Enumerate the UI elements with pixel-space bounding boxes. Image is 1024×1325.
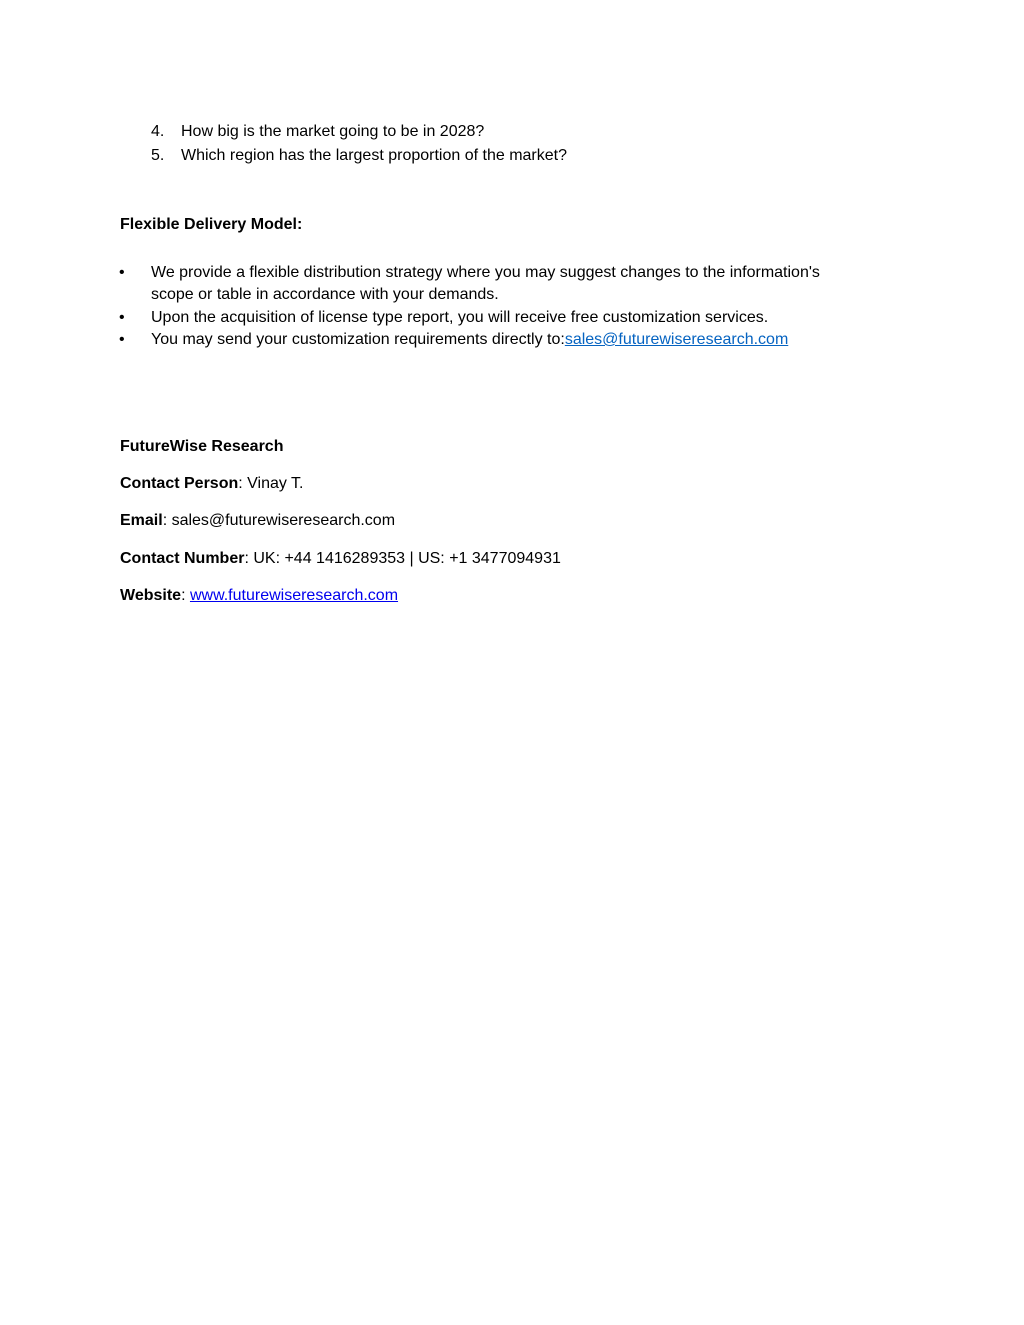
question-5-text: Which region has the largest proportion of the market? — [181, 147, 567, 164]
contact-number-line — [120, 548, 561, 570]
website-line — [120, 585, 398, 607]
delivery-item-1-line1: We provide a flexible distribution strategy where you may suggest changes to the information's — [151, 264, 820, 281]
website-link[interactable]: www.futurewiseresearch.com — [189, 587, 399, 604]
contact-number-value: : UK: +44 1416289353 | US: +1 3477094931 — [244, 550, 561, 567]
email-line — [120, 510, 395, 532]
bullet-1: • — [119, 264, 125, 281]
bullet-3: • — [119, 331, 125, 348]
question-number-5: 5. — [151, 147, 165, 164]
company-name: FutureWise Research — [120, 438, 284, 455]
delivery-heading: Flexible Delivery Model: — [120, 216, 303, 233]
delivery-item-3 — [151, 329, 788, 351]
email-value: : sales@futurewiseresearch.com — [162, 512, 396, 529]
bullet-2: • — [119, 309, 125, 326]
website-separator: : — [181, 587, 190, 604]
contact-person-line — [120, 473, 303, 495]
sales-email-link[interactable]: sales@futurewiseresearch.com — [564, 331, 789, 348]
contact-person-label: Contact Person — [120, 475, 239, 492]
email-label: Email — [120, 512, 163, 529]
question-number-4: 4. — [151, 123, 165, 140]
question-4-text: How big is the market going to be in 2028? — [181, 123, 485, 140]
contact-person-value: : Vinay T. — [238, 475, 304, 492]
delivery-item-3-text: You may send your customization requirements directly to: — [151, 331, 565, 348]
contact-number-label: Contact Number — [120, 550, 245, 567]
delivery-item-1-line2: scope or table in accordance with your demands. — [151, 286, 499, 303]
delivery-item-2-text: Upon the acquisition of license type report, you will receive free customization services. — [151, 309, 769, 326]
website-label: Website — [120, 587, 182, 604]
